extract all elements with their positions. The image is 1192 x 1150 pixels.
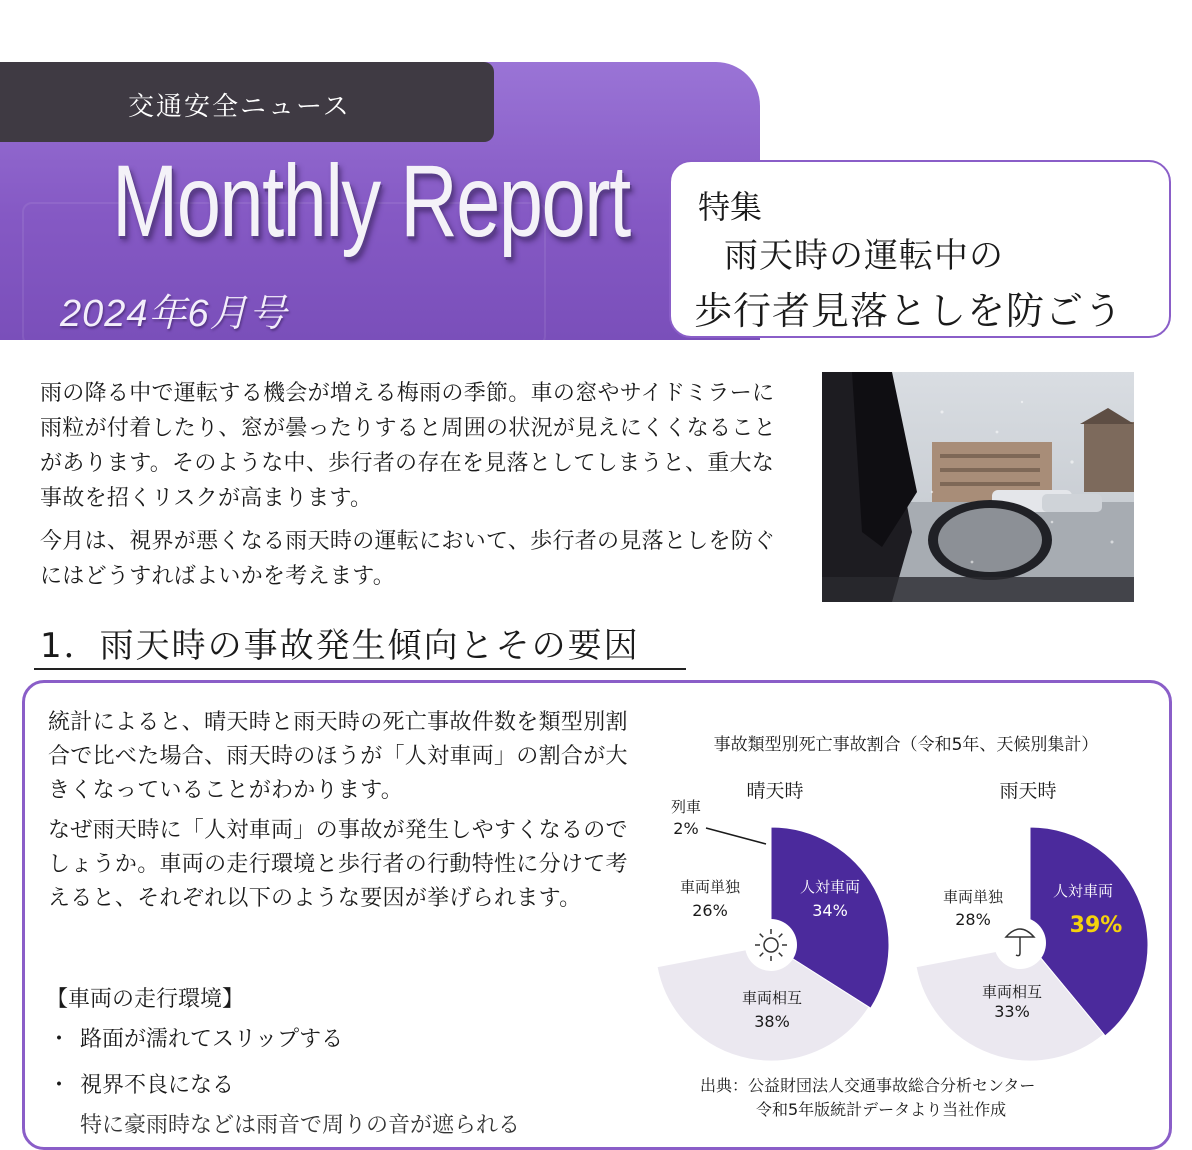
pie-charts	[640, 720, 1160, 1120]
intro-text	[40, 376, 780, 602]
feature-title-line1: 雨天時の運転中の	[724, 236, 1004, 276]
slice-value: 39%	[1069, 913, 1123, 938]
slice-label: 人対車両	[1052, 882, 1114, 900]
pie-subtitle-sunny: 晴天時	[746, 780, 804, 802]
cutoff-line: 特に豪雨時などは雨音で周りの音が遮られる	[80, 1113, 521, 1138]
list-item: ・ 路面が濡れてスリップする	[48, 1027, 344, 1052]
umbrella-icon	[994, 917, 1046, 969]
pie-subtitle-rain: 雨天時	[999, 780, 1057, 802]
section-body	[48, 706, 628, 922]
source-line: 出典：公益財団法人交通事故総合分析センター	[700, 1076, 1036, 1095]
slice-value: 26%	[692, 901, 728, 920]
slice-label: 車両相互	[981, 983, 1043, 1001]
chart-title: 事故類型別死亡事故割合（令和5年、天候別集計）	[713, 735, 1099, 755]
slice-value: 38%	[754, 1012, 790, 1031]
section-heading: 1．雨天時の事故発生傾向とその要因	[40, 626, 640, 666]
kicker-label: 交通安全ニュース	[128, 92, 351, 122]
section-paragraph: なぜ雨天時に「人対車両」の事故が発生しやすくなるのでしょうか。車両の走行環境と歩行者の行動特性に分けて考えると、それぞれ以下のような要因が挙げられます。	[48, 818, 628, 911]
slice-label: 車両単独	[679, 878, 741, 896]
slice-label: 車両相互	[741, 989, 803, 1007]
bullet-list	[48, 1022, 343, 1114]
chart-source	[700, 1074, 1120, 1122]
env-heading: 【車両の走行環境】	[46, 987, 245, 1012]
intro-paragraph: 今月は、視界が悪くなる雨天時の運転において、歩行者の見落としを防ぐにはどうすればよいかを考えます。	[40, 529, 776, 589]
section-paragraph: 統計によると、晴天時と雨天時の死亡事故件数を類型別割合で比べた場合、雨天時のほうが「人対車両」の割合が大きくなっていることがわかります。	[48, 710, 628, 803]
slice-label: 人対車両	[799, 878, 861, 896]
feature-title-line2: 歩行者見落としを防ごう	[694, 289, 1124, 333]
section-underline	[34, 668, 686, 670]
pie-sunny	[655, 798, 889, 1061]
slice-label: 車両単独	[942, 888, 1004, 906]
feature-tag: 特集	[698, 188, 763, 226]
slice-value: 2%	[673, 819, 699, 838]
rainy-windshield-photo	[822, 372, 1134, 602]
sun-icon	[745, 919, 797, 971]
masthead-title: Monthly Report	[112, 144, 630, 258]
bullet-text: 視界不良になる	[80, 1073, 235, 1098]
slice-value: 33%	[994, 1002, 1030, 1021]
slice-value: 28%	[955, 910, 991, 929]
list-item: ・ 視界不良になる	[48, 1073, 235, 1098]
intro-paragraph: 雨の降る中で運転する機会が増える梅雨の季節。車の窓やサイドミラーに雨粒が付着したり、窓が曇ったりすると周囲の状況が見えにくくなることがあります。そのような中、歩行者の存在を見落としてしまうと、重大な事故を招くリスクが高まります。	[40, 381, 776, 511]
issue-date: 2024年6月号	[60, 293, 288, 335]
bullet-text: 路面が濡れてスリップする	[80, 1027, 344, 1052]
pie-rain	[914, 827, 1148, 1061]
source-line: 令和5年版統計データより当社作成	[756, 1100, 1007, 1119]
slice-label: 列車	[670, 798, 702, 816]
slice-value: 34%	[812, 901, 848, 920]
